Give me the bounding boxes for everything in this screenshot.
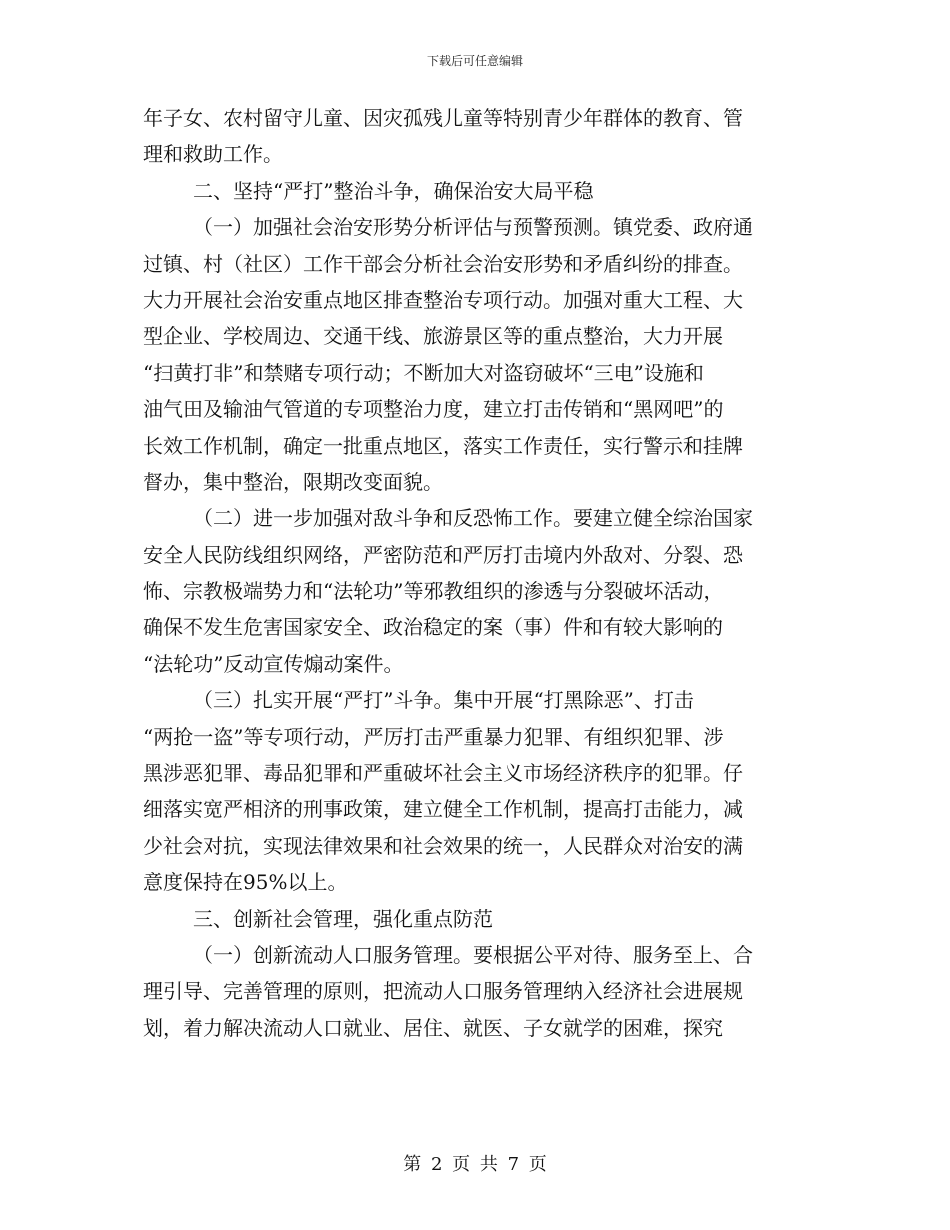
text-line: “扫黄打非”和禁赌专项行动；不断加大对盗窃破坏“三电”设施和 <box>143 360 704 385</box>
text-line: 长效工作机制，确定一批重点地区，落实工作责任，实行警示和挂牌 <box>143 433 743 458</box>
text-line: 怖、宗教极端势力和“法轮功”等邪教组织的渗透与分裂破坏活动， <box>143 579 724 604</box>
paragraph-start: （一）加强社会治安形势分析评估与预警预测。镇党委、政府通 <box>193 215 753 240</box>
text-line: “法轮功”反动宣传煽动案件。 <box>143 651 404 676</box>
text-line: 型企业、学校周边、交通干线、旅游景区等的重点整治，大力开展 <box>143 324 723 349</box>
text-line: 年子女、农村留守儿童、因灾孤残儿童等特别青少年群体的教育、管 <box>143 106 743 130</box>
text-line: 确保不发生危害国家安全、政治稳定的案（事）件和有较大影响的 <box>143 615 723 640</box>
text-line: 理引导、完善管理的原则，把流动人口服务管理纳入经济社会进展规 <box>143 979 743 1004</box>
text-line: 少社会对抗，实现法律效果和社会效果的统一，人民群众对治安的满 <box>143 833 743 858</box>
text-line: 油气田及输油气管道的专项整治力度，建立打击传销和“黑网吧”的 <box>143 397 724 422</box>
text-line: 理和救助工作。 <box>143 142 283 167</box>
text-line: 意度保持在95%以上。 <box>143 870 348 895</box>
paragraph-start: （三）扎实开展“严打”斗争。集中开展“打黑除恶”、打击 <box>193 688 694 713</box>
paragraph-start: （一）创新流动人口服务管理。要根据公平对待、服务至上、合 <box>193 942 753 967</box>
text-line: 督办，集中整治，限期改变面貌。 <box>143 469 443 494</box>
paragraph-start: （二）进一步加强对敌斗争和反恐怖工作。要建立健全综治国家 <box>193 506 753 531</box>
text-line: 划，着力解决流动人口就业、居住、就医、子女就学的困难，探究 <box>143 1015 723 1040</box>
text-line: 大力开展社会治安重点地区排查整治专项行动。加强对重大工程、大 <box>143 287 743 312</box>
text-line: 黑涉恶犯罪、毒品犯罪和严重破坏社会主义市场经济秩序的犯罪。仔 <box>143 761 743 786</box>
text-line: 细落实宽严相济的刑事政策，建立健全工作机制，提高打击能力，减 <box>143 797 743 822</box>
text-line: 安全人民防线组织网络，严密防范和严厉打击境内外敌对、分裂、恐 <box>143 542 743 567</box>
page-number: 第 2 页 共 7 页 <box>403 1154 547 1175</box>
document-body <box>143 100 808 1046</box>
section-heading: 二、坚持“严打”整治斗争，确保治安大局平稳 <box>193 178 594 203</box>
text-line: 过镇、村（社区）工作干部会分析社会治安形势和矛盾纠纷的排查。 <box>143 251 743 276</box>
text-line: “两抢一盗”等专项行动，严厉打击严重暴力犯罪、有组织犯罪、涉 <box>143 724 724 749</box>
section-heading: 三、创新社会管理，强化重点防范 <box>193 906 493 931</box>
page-header: 下载后可任意编辑 <box>426 54 523 68</box>
